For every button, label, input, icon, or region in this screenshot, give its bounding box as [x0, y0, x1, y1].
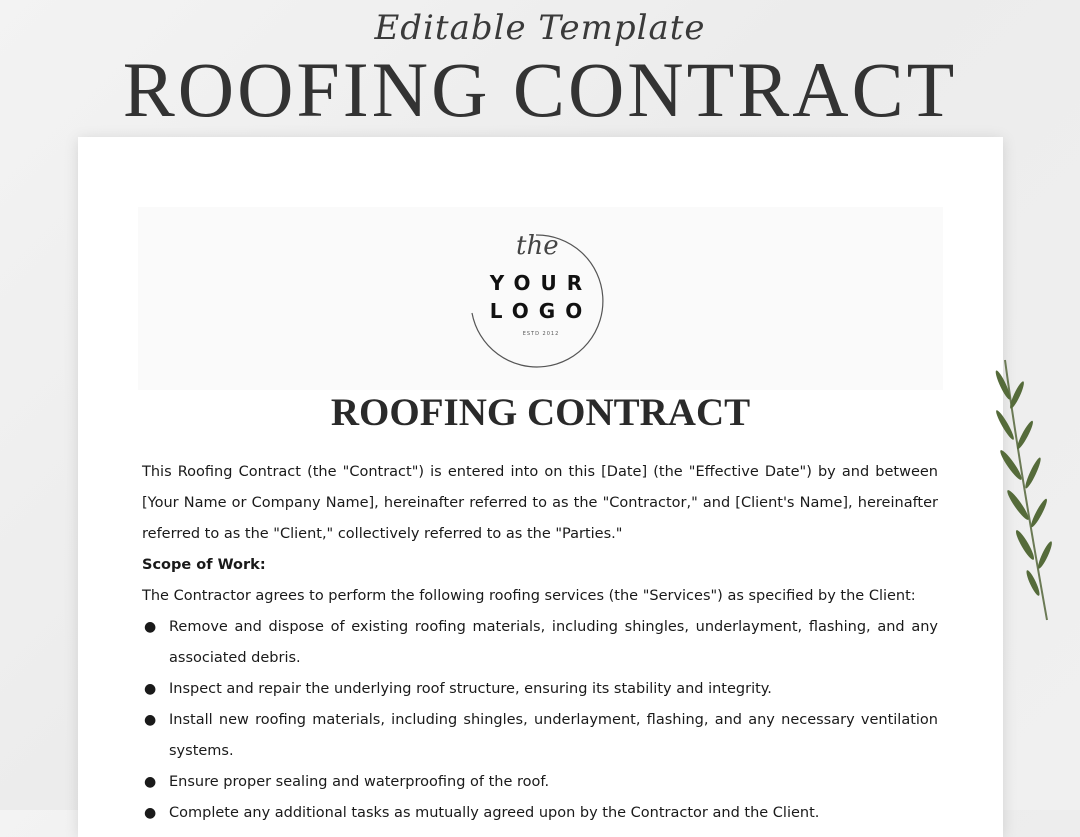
- list-item: [142, 767, 938, 798]
- bullet-icon: ●: [144, 805, 157, 821]
- scope-heading: Scope of Work:: [142, 557, 266, 573]
- bullet-icon: ●: [144, 712, 157, 728]
- intro-paragraph: This Roofing Contract (the "Contract") is entered into on this [Date] (the "Effective Date") by and between [Your Name or Company Name], hereinafter referred to as the "Contractor," and [Client's Name], hereinafter referred to as the "Client," collectively referred to as the "Parties.": [142, 464, 938, 542]
- list-item: [142, 798, 938, 829]
- bullet-icon: ●: [144, 774, 157, 790]
- list-item: [142, 674, 938, 705]
- logo-the-text: the: [516, 231, 559, 261]
- document-body: [142, 457, 938, 829]
- services-list: [142, 612, 938, 829]
- scope-lead: The Contractor agrees to perform the following roofing services (the "Services") as specified by the Client:: [142, 588, 916, 604]
- list-item-text: Ensure proper sealing and waterproofing of the roof.: [169, 774, 550, 790]
- list-item: [142, 705, 938, 767]
- list-item-text: Inspect and repair the underlying roof structure, ensuring its stability and integrity.: [169, 681, 772, 697]
- document-page: [78, 137, 1003, 837]
- list-item-text: Remove and dispose of existing roofing materials, including shingles, underlayment, flashing, and any associated debris.: [169, 619, 938, 666]
- logo-estd-text: ESTD 2012: [522, 331, 560, 337]
- bullet-icon: ●: [144, 681, 157, 697]
- logo-your-text: YOUR: [489, 271, 593, 295]
- list-item: [142, 612, 938, 674]
- logo-logo-text: LOGO: [489, 299, 593, 323]
- bullet-icon: ●: [144, 619, 157, 635]
- list-item-text: Complete any additional tasks as mutually agreed upon by the Contractor and the Client.: [169, 805, 820, 821]
- document-title: ROOFING CONTRACT: [330, 391, 751, 434]
- header-subtitle: Editable Template: [374, 8, 706, 48]
- logo-placeholder: [466, 225, 616, 375]
- list-item-text: Install new roofing materials, including shingles, underlayment, flashing, and any necessary ventilation systems.: [169, 712, 938, 759]
- rosemary-sprig-icon: [985, 355, 1065, 625]
- header-title: ROOFING CONTRACT: [122, 46, 958, 133]
